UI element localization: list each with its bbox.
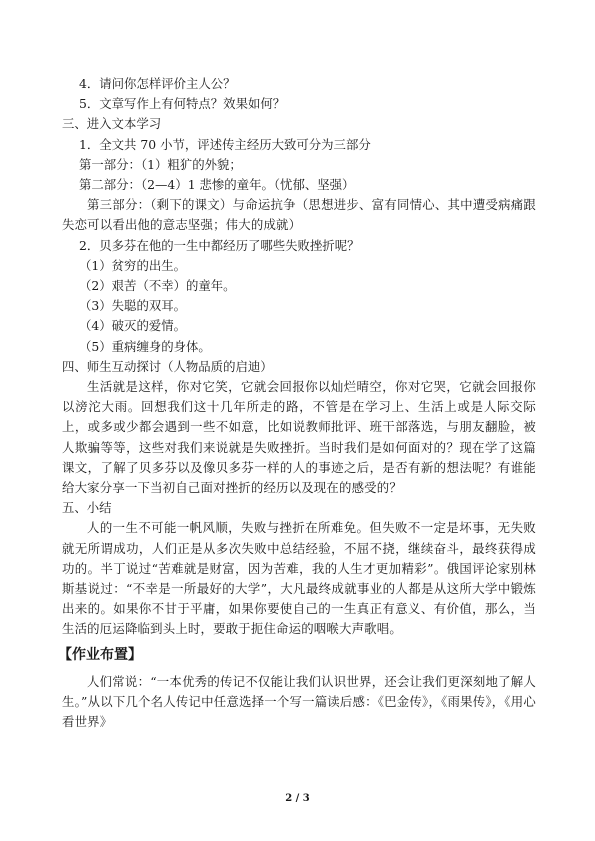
homework-heading: 【作业布置】 — [58, 646, 142, 663]
failure-5: （5）重病缠身的身体。 — [79, 338, 211, 354]
section-3-item-2: 2．贝多芬在他的一生中都经历了哪些失败挫折呢？ — [79, 237, 360, 253]
section-5-paragraph: 人的一生不可能一帆风顺，失败与挫折在所难免。但失败不一定是坏事，无失败就无所谓成功，人们正是从多次失败中总结经验，不屈不挠，继续奋斗，最终获得成功的。半丁说过“苦难就是财富，因为苦难，我的人生才更加精彩”。俄国评论家别林斯基说过：“不幸是一所最好的大学”，大凡最终成就事业的人都是从这所大学中锻炼出来的。如果你不甘于平庸，如果你要使自己的一生真正有意义、有价值，那么，当生活的厄运降临到头上时，要敢于扼住命运的咽喉大声歌唱。 — [62, 520, 536, 637]
homework-paragraph: 人们常说：“一本优秀的传记不仅能让我们认识世界，还会让我们更深刻地了解人生。”从以下几个名人传记中任意选择一个写一篇读后感：《巴金传》，《雨果传》，《用心看世界》 — [62, 673, 536, 730]
section-4-heading: 四、师生互动探讨（人物品质的启迪） — [62, 358, 273, 374]
question-5: 5．文章写作上有何特点？效果如何？ — [79, 96, 286, 112]
section-4-paragraph: 生活就是这样，你对它笑，它就会回报你以灿烂晴空，你对它哭，它就会回报你以滂沱大雨。回想我们这十几年所走的路，不管是在学习上、生活上或是人际交际上，或多或少都会遇到一些不如意，比如说教师批评、班干部落选，与朋友翻脸，被人欺骗等等，这些对我们来说就是失败挫折。当时我们是如何面对的？现在学了这篇课文，了解了贝多芬以及像贝多芬一样的人的事迹之后，是否有新的想法呢？有谁能给大家分享一下当初自己面对挫折的经历以及现在的感受的？ — [62, 379, 536, 496]
section-5-heading: 五、小结 — [62, 500, 112, 516]
section-3-heading: 三、进入文本学习 — [62, 116, 162, 132]
question-4: 4．请问你怎样评价主人公？ — [79, 76, 236, 91]
failure-1: （1）贫穷的出生。 — [79, 257, 187, 273]
failure-2: （2）艰苦（不幸）的童年。 — [79, 278, 236, 294]
failure-4: （4）破灭的爱情。 — [79, 318, 187, 334]
part-1: 第一部分：（1）粗犷的外貌； — [79, 156, 242, 172]
document-body — [58, 74, 536, 732]
part-3: 第三部分：（剩下的课文）与命运抗争（思想进步、富有同情心、其中遭受病痛跟失恋可以看出他的意志坚强；伟大的成就） — [62, 197, 536, 233]
part-2: 第二部分：（2—4）1 悲惨的童年。（忧郁、坚强） — [79, 177, 355, 193]
page-number: 2 / 3 — [285, 793, 310, 804]
failure-3: （3）失聪的双耳。 — [79, 298, 187, 314]
section-3-item-1: 1．全文共 70 小节，评述传主经历大致可分为三部分 — [79, 136, 371, 152]
